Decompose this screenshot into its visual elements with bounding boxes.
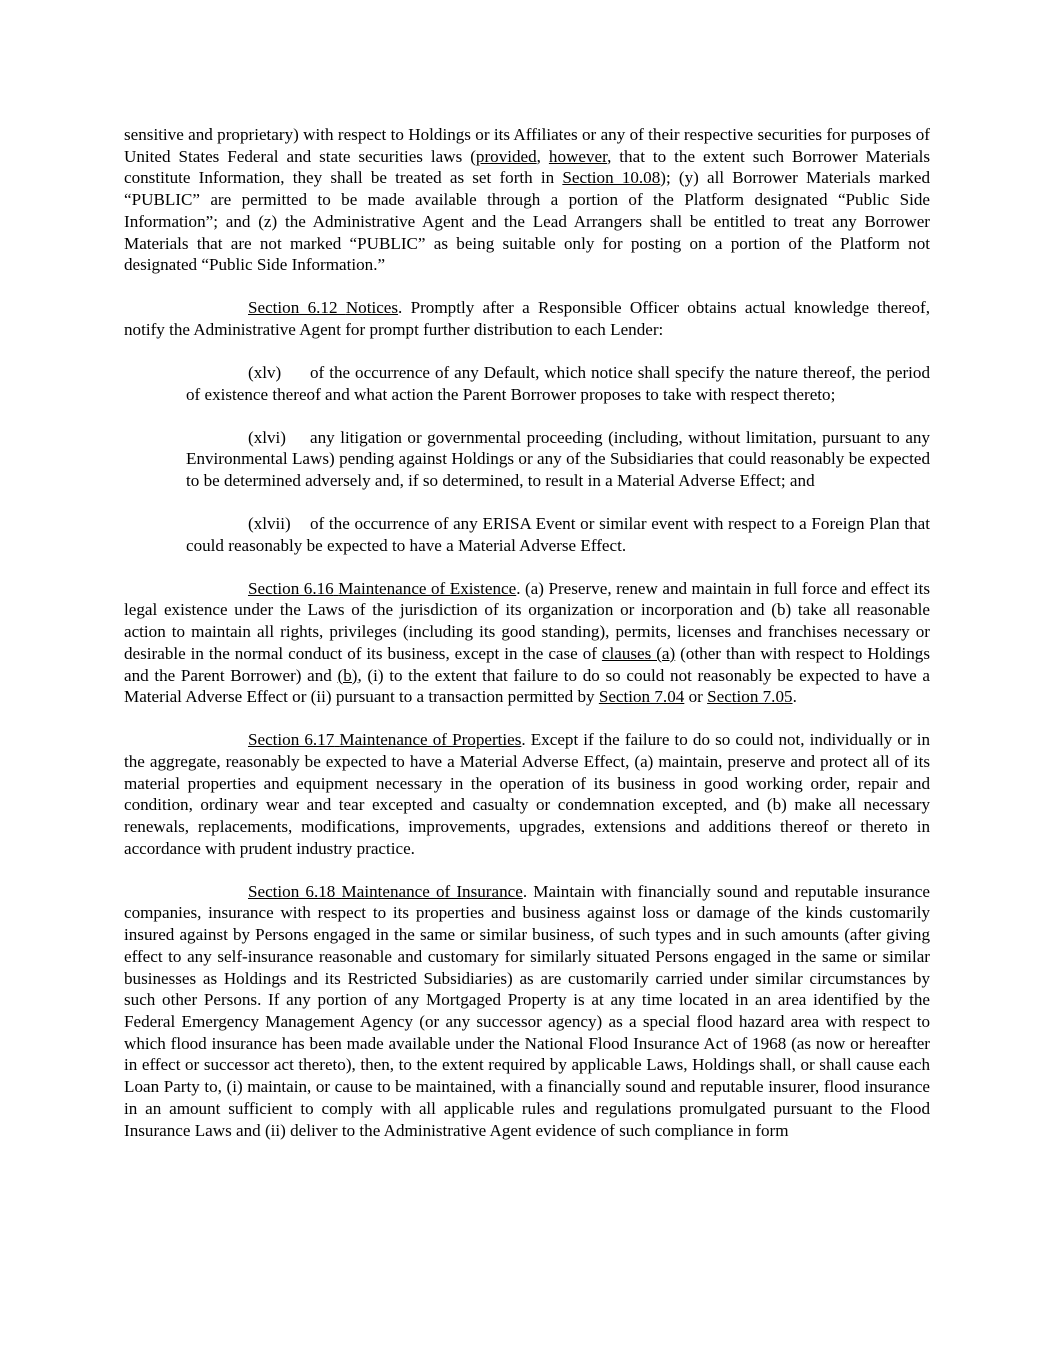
notice-item-xlvii-text: of the occurrence of any ERISA Event or similar event with respect to a Foreign Plan that could reasonably be expected to have a Material Adverse Effect. — [186, 514, 930, 555]
section-6-16-text-4: or — [684, 687, 708, 707]
section-6-17-paragraph — [124, 729, 930, 859]
section-6-16-text-2: (other than with respect to Holdings and the Parent Borrower) and — [124, 643, 930, 685]
section-6-18-number: Section 6.18 — [248, 881, 336, 901]
clauses-a-reference: clauses (a) — [601, 643, 676, 663]
notice-item-xlv-text: of the occurrence of any Default, which notice shall specify the nature thereof, the period of existence thereof and what action the Parent Borrower proposes to take with respect thereto; — [186, 362, 930, 404]
section-6-16-number: Section 6.16 — [248, 578, 334, 598]
clause-b-reference: (b) — [337, 665, 358, 685]
carryover-text-2: , — [536, 146, 549, 166]
notice-item-xlvii-label: (xlvii) — [248, 514, 291, 534]
section-6-17-title: Maintenance of Properties — [339, 730, 522, 750]
section-6-18-title: Maintenance of Insurance — [341, 881, 523, 901]
section-6-12-title: Notices — [345, 298, 399, 318]
section-6-17-body: . Except if the failure to do so could not, individually or in the aggregate, reasonably be expected to have a Material Adverse Effect, (a) maintain, preserve and protect all of its material properties and equipment necessary in the operation of its business in good working order, repair and condition, ordinary wear and tear excepted and casualty or condemnation excepted, and (b) make all necessary renewals, replacements, modifications, improvements, upgrades, extensions and additions thereof or thereto in accordance with prudent industry practice. — [124, 730, 930, 858]
section-6-16-title: Maintenance of Existence — [338, 578, 517, 598]
carryover-text-3: , that to the extent such Borrower Materials constitute Information, they shall be treated as set forth in — [124, 146, 931, 188]
carryover-paragraph — [124, 124, 930, 276]
section-6-18-heading — [248, 882, 523, 901]
notice-item-xlv — [186, 362, 930, 405]
section-6-12-body: . Promptly after a Responsible Officer obtains actual knowledge thereof, notify the Administrative Agent for prompt further distribution to each Lender: — [124, 298, 931, 339]
section-6-12-paragraph — [124, 297, 930, 340]
section-6-16-paragraph — [124, 578, 930, 708]
carryover-text-4: ); (y) all Borrower Materials marked “PUBLIC” are permitted to be made available through a portion of the Platform designated “Public Side Information”; and (z) the Administrative Agent and the Lead Arrangers shall be entitled to treat any Borrower Materials that are not marked “PUBLIC” as being suitable only for posting on a portion of the Platform not designated “Public Side Information.” — [124, 168, 930, 275]
section-6-18-paragraph — [124, 881, 930, 1141]
carryover-text-1: sensitive and proprietary) with respect to Holdings or its Affiliates or any of their respective securities for purposes of United States Federal and state securities laws ( — [124, 125, 930, 166]
document-page — [124, 124, 930, 1141]
section-10-08-reference: Section 10.08 — [562, 168, 661, 188]
notice-item-xlvi — [186, 427, 930, 492]
section-6-16-text-1: . (a) Preserve, renew and maintain in full force and effect its legal existence under the Laws of the jurisdiction of its organization or incorporation and (b) take all reasonable action to maintain all rights, privileges (including its good standing), permits, licenses and franchises necessary or desirable in the normal conduct of its business, except in the case of — [124, 578, 930, 663]
section-6-18-body: . Maintain with financially sound and reputable insurance companies, insurance with respect to its properties and business against loss or damage of the kinds customarily insured against by Persons engaged in the same or similar business, of such types and in such amounts (after giving effect to any self-insurance reasonable and customary for similarly situated Persons engaged in the same or similar businesses as Holdings and its Restricted Subsidiaries) as are customarily carried under similar circumstances by such other Persons. If any portion of any Mortgaged Property is at any time located in an area identified by the Federal Emergency Management Agency (or any successor agency) as a special flood hazard area with respect to which flood insurance has been made available under the National Flood Insurance Act of 1968 (as now or hereafter in effect or successor act thereto), then, to the extent required by applicable Laws, Holdings shall, or shall cause each Loan Party to, (i) maintain, or cause to be maintained, with a financially sound and reputable insurer, flood insurance in an amount sufficient to comply with all applicable rules and regulations promulgated pursuant to the Flood Insurance Laws and (ii) deliver to the Administrative Agent evidence of such compliance in form — [124, 881, 931, 1140]
section-6-12-number: Section 6.12 — [248, 298, 338, 318]
section-6-16-heading — [248, 579, 516, 598]
notice-item-xlvi-label: (xlvi) — [248, 427, 286, 447]
however-term: however — [548, 146, 608, 166]
section-6-17-heading — [248, 730, 521, 749]
notice-item-xlvii — [186, 513, 930, 556]
provided-term: provided — [475, 146, 537, 166]
section-6-16-text-3: , (i) to the extent that failure to do so could not reasonably be expected to have a Material Adverse Effect or (ii) pursuant to a transaction permitted by — [124, 665, 930, 707]
notice-item-xlvi-text: any litigation or governmental proceeding (including, without limitation, pursuant to any Environmental Laws) pending against Holdings or any of the Subsidiaries that could reasonably be expected to be determined adversely and, if so determined, to result in a Material Adverse Effect; and — [186, 427, 930, 491]
section-6-12-heading — [248, 298, 398, 317]
notice-item-xlv-label: (xlv) — [248, 362, 282, 382]
section-7-05-reference: Section 7.05 — [707, 687, 793, 707]
section-7-04-reference: Section 7.04 — [598, 687, 685, 707]
section-6-17-number: Section 6.17 — [248, 730, 335, 750]
section-6-16-text-5: . — [792, 687, 797, 707]
